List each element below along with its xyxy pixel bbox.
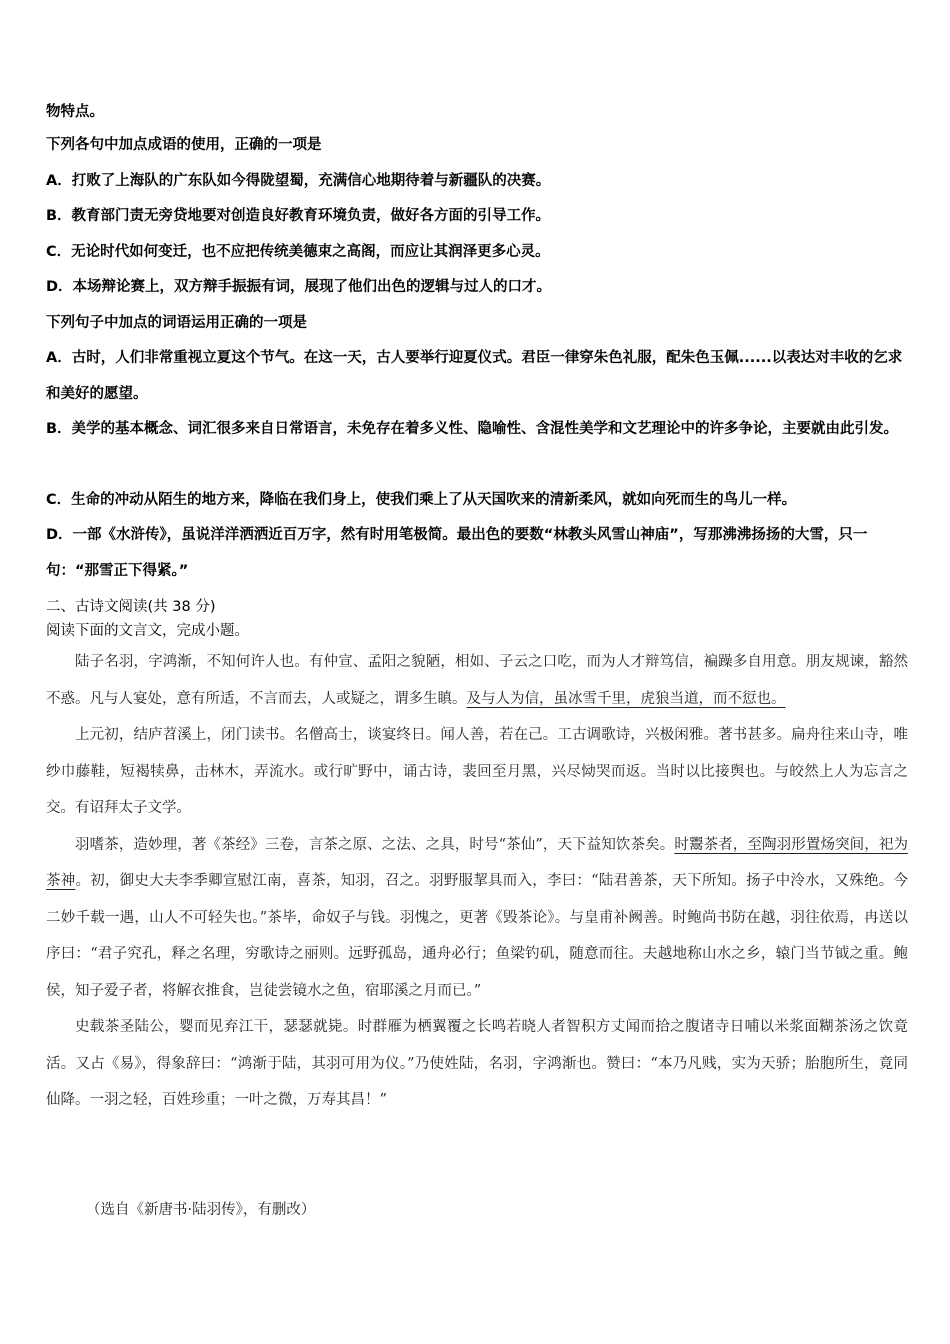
option-c: C．无论时代如何变迁，也不应把传统美德束之高阁，而应让其润泽更多心灵。 — [46, 244, 550, 260]
passage-paragraph — [46, 644, 908, 717]
source-citation: （选自《新唐书·陆羽传》，有删改） — [86, 1202, 316, 1218]
section-instruction: 阅读下面的文言文，完成小题。 — [46, 623, 249, 639]
passage-paragraph — [46, 827, 908, 1010]
option-c: C．生命的冲动从陌生的地方来，降临在我们身上，使我们乘上了从天国吹来的清新柔风，就如向死而生的鸟儿一样。 — [46, 492, 797, 508]
question-stem: 下列句子中加点的词语运用正确的一项是 — [46, 315, 307, 331]
underlined-sentence: 时鬻茶者，至陶羽形置炀突间，祀为茶神 — [46, 836, 908, 889]
option-d: D．本场辩论赛上，双方辩手振振有词，展现了他们出色的逻辑与过人的口才。 — [46, 279, 552, 295]
passage-paragraph: 史载茶圣陆公，婴而见弃江干，瑟瑟就毙。时群雁为栖翼覆之长鸣若晓人者智积方丈闻而拾之腹诸寺日哺以米浆面糊茶汤之饮竟活。又占《易》，得象辞曰：“鸿渐于陆，其羽可用为仪。”乃使姓陆，名羽，字鸿渐也。赞曰：“本乃凡贱，实为天骄；胎胞所生，竟同仙降。一羽之轻，百姓珍重；一叶之微，万寿其昌！” — [46, 1019, 908, 1108]
classical-passage — [46, 644, 908, 1119]
option-b: B．教育部门责无旁贷地要对创造良好教育环境负责，做好各方面的引导工作。 — [46, 208, 551, 224]
passage-text: 陆子名羽，字鸿渐，不知何许人也。有仲宣、孟阳之貌陋，相如、子云之口吃，而为人才辩笃信，褊躁多自用意。朋友规谏，豁然不惑。凡与人宴处，意有所适，不言而去，人或疑之，谓多生瞋。 — [46, 654, 908, 707]
section-heading: 二、古诗文阅读(共 38 分) — [46, 599, 216, 615]
passage-text: 羽嗜茶，造妙理，著《茶经》三卷，言茶之原、之法、之具，时号“茶仙”，天下益知饮茶矣。 — [75, 836, 675, 853]
option-b: B．美学的基本概念、词汇很多来自日常语言，未免存在着多义性、隐喻性、含混性美学和文艺理论中的许多争论，主要就由此引发。 — [46, 421, 899, 437]
option-d: D．一部《水浒传》，虽说洋洋洒洒近百万字，然有时用笔极简。最出色的要数“林教头风雪山神庙”，写那沸沸扬扬的大雪，只一句：“那雪正下得紧。” — [46, 527, 868, 579]
passage-text: 。初，御史大夫李季卿宣慰江南，喜茶，知羽，召之。羽野服挈具而入，李曰：“陆君善茶，天下所知。扬子中泠水，又殊绝。今二妙千载一遇，山人不可轻失也。”茶毕，命奴子与钱。羽愧之，更著《毁茶论》。与皇甫补阙善。时鲍尚书防在越，羽往依焉，冉送以序曰：“君子究孔，释之名理，穷歌诗之丽则。远野孤岛，通舟必行；鱼梁钓矶，随意而往。夫越地称山水之乡，辕门当节钺之重。鲍侯，知子爱子者，将解衣推食，岂徒尝镜水之鱼，宿耶溪之月而已。” — [46, 873, 908, 999]
passage-paragraph: 上元初，结庐苕溪上，闭门读书。名僧高士，谈宴终日。闻人善，若在己。工古调歌诗，兴极闲雅。著书甚多。扁舟往来山寺，唯纱巾藤鞋，短褐犊鼻，击林木，弄流水。或行旷野中，诵古诗，裴回至月黑，兴尽恸哭而返。当时以比接舆也。与皎然上人为忘言之交。有诏拜太子文学。 — [46, 727, 908, 816]
underlined-sentence: 及与人为信，虽冰雪千里，虎狼当道，而不愆也。 — [466, 690, 786, 707]
option-a: A．打败了上海队的广东队如今得陇望蜀，充满信心地期待着与新疆队的决赛。 — [46, 173, 551, 189]
question-text-line: 物特点。 — [46, 104, 104, 120]
question-stem: 下列各句中加点成语的使用，正确的一项是 — [46, 137, 322, 153]
option-a: A．古时，人们非常重视立夏这个节气。在这一天，古人要举行迎夏仪式。君臣一律穿朱色礼服，配朱色玉佩......以表达对丰收的乞求和美好的愿望。 — [46, 350, 903, 402]
